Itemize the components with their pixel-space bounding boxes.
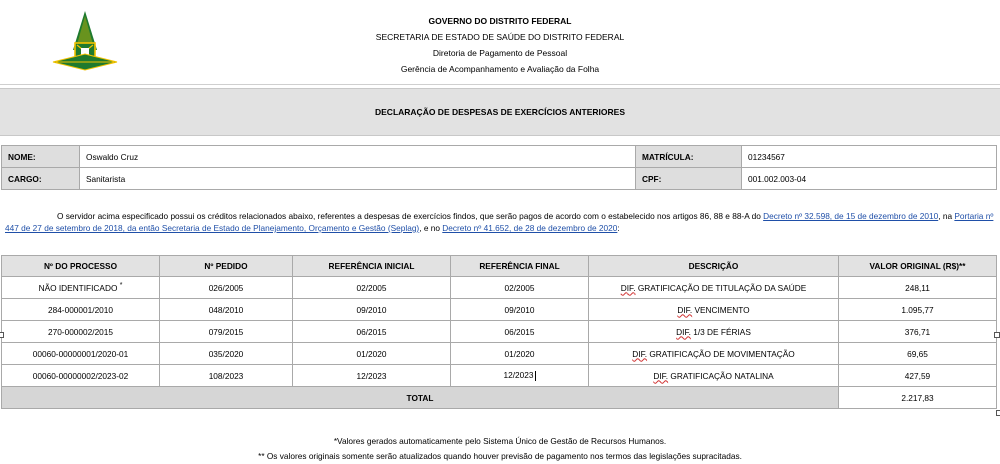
text-cursor [535,371,536,381]
ref-inicial-cell: 01/2020 [293,343,451,365]
table-row [2,343,997,365]
info-row [2,146,997,168]
ref-final-cell[interactable]: 12/2023 [451,365,589,387]
col-header-pedido: Nº PEDIDO [160,256,293,277]
descricao-cell: DIF. GRATIFICAÇÃO DE MOVIMENTAÇÃO [589,343,839,365]
process-table [1,255,997,409]
document-title-bar [0,88,1000,136]
portaria-447-link[interactable]: Portaria nº 447 de 27 de setembro de 2018, da então Secretaria de Estado de Planejamento, Orçamento e Gestão (Seplag) [5,211,994,233]
pedido-cell: 079/2015 [160,321,293,343]
descricao-cell: DIF. VENCIMENTO [589,299,839,321]
decree-41652-link[interactable]: Decreto nº 41.652, de 28 de dezembro de 2020 [442,223,618,233]
col-header-descricao: DESCRIÇÃO [589,256,839,277]
paragraph-text: : [617,223,620,233]
gov-name: GOVERNO DO DISTRITO FEDERAL [428,16,572,26]
ref-inicial-cell: 12/2023 [293,365,451,387]
total-value: 2.217,83 [839,387,997,409]
table-header-row [2,256,997,277]
pedido-cell: 026/2005 [160,277,293,299]
nome-value: Oswaldo Cruz [80,146,636,168]
organization-block [300,13,700,77]
table-row [2,299,997,321]
pedido-cell: 108/2023 [160,365,293,387]
descricao-cell: DIF. 1/3 DE FÉRIAS [589,321,839,343]
table-resize-handle-bottom[interactable] [996,410,1000,416]
ref-final-cell: 01/2020 [451,343,589,365]
pedido-cell: 048/2010 [160,299,293,321]
info-row [2,168,997,190]
footnote-1: *Valores gerados automaticamente pelo Sistema Único de Gestão de Recursos Humanos. [333,436,667,446]
directorate-name: Diretoria de Pagamento de Pessoal [432,48,568,58]
document-title: DECLARAÇÃO DE DESPESAS DE EXERCÍCIOS ANTERIORES [375,107,625,117]
matricula-value: 01234567 [742,146,997,168]
paragraph-text: , na [938,211,955,221]
processo-cell: 270-000002/2015 [2,321,160,343]
pedido-cell: 035/2020 [160,343,293,365]
valor-cell: 248,11 [839,277,997,299]
paragraph-text: , e no [419,223,443,233]
ref-final-cell: 06/2015 [451,321,589,343]
cpf-label: CPF: [636,168,742,190]
valor-cell: 427,59 [839,365,997,387]
processo-cell: 284-000001/2010 [2,299,160,321]
ref-inicial-cell: 09/2010 [293,299,451,321]
col-header-valor: VALOR ORIGINAL (R$)** [839,256,997,277]
decree-32598-link[interactable]: Decreto nº 32.598, de 15 de dezembro de 2010 [763,211,939,221]
col-header-processo: Nº DO PROCESSO [2,256,160,277]
table-row [2,277,997,299]
table-row [2,321,997,343]
col-header-ref-final: REFERÊNCIA FINAL [451,256,589,277]
valor-cell: 1.095,77 [839,299,997,321]
cargo-label: CARGO: [2,168,80,190]
ref-inicial-cell: 06/2015 [293,321,451,343]
processo-cell: 00060-00000002/2023-02 [2,365,160,387]
document-header [0,0,1000,85]
cpf-value: 001.002.003-04 [742,168,997,190]
matricula-label: MATRÍCULA: [636,146,742,168]
valor-cell: 69,65 [839,343,997,365]
descricao-cell: DIF. GRATIFICAÇÃO NATALINA [589,365,839,387]
processo-cell: 00060-00000001/2020-01 [2,343,160,365]
footnote-2: ** Os valores originais somente serão atualizados quando houver previsão de pagamento nos termos das legislações supracitadas. [258,451,742,461]
table-resize-handle-right[interactable] [994,332,1000,338]
nome-label: NOME: [2,146,80,168]
ref-final-cell: 02/2005 [451,277,589,299]
employee-info-table [1,145,997,190]
auto-value-asterisk: * [119,282,123,290]
management-name: Gerência de Acompanhamento e Avaliação da Folha [400,64,600,74]
col-header-ref-inicial: REFERÊNCIA INICIAL [293,256,451,277]
declaration-paragraph [5,210,995,234]
secretariat-name: SECRETARIA DE ESTADO DE SAÚDE DO DISTRITO FEDERAL [375,32,625,42]
paragraph-text: O servidor acima especificado possui os créditos relacionados abaixo, referentes a despesas de exercícios findos, que serão pagos de acordo com o estabelecido nos artigos 86, 88 e 88-A do [57,211,764,221]
coat-of-arms-logo-icon [50,10,120,72]
total-label: TOTAL [2,387,839,409]
descricao-cell: DIF. GRATIFICAÇÃO DE TITULAÇÃO DA SAÚDE [589,277,839,299]
table-row [2,365,997,387]
ref-final-cell: 09/2010 [451,299,589,321]
cargo-value: Sanitarista [80,168,636,190]
valor-cell: 376,71 [839,321,997,343]
table-resize-handle-left[interactable] [0,332,4,338]
processo-cell: NÃO IDENTIFICADO * [2,277,160,299]
ref-inicial-cell: 02/2005 [293,277,451,299]
total-row [2,387,997,409]
